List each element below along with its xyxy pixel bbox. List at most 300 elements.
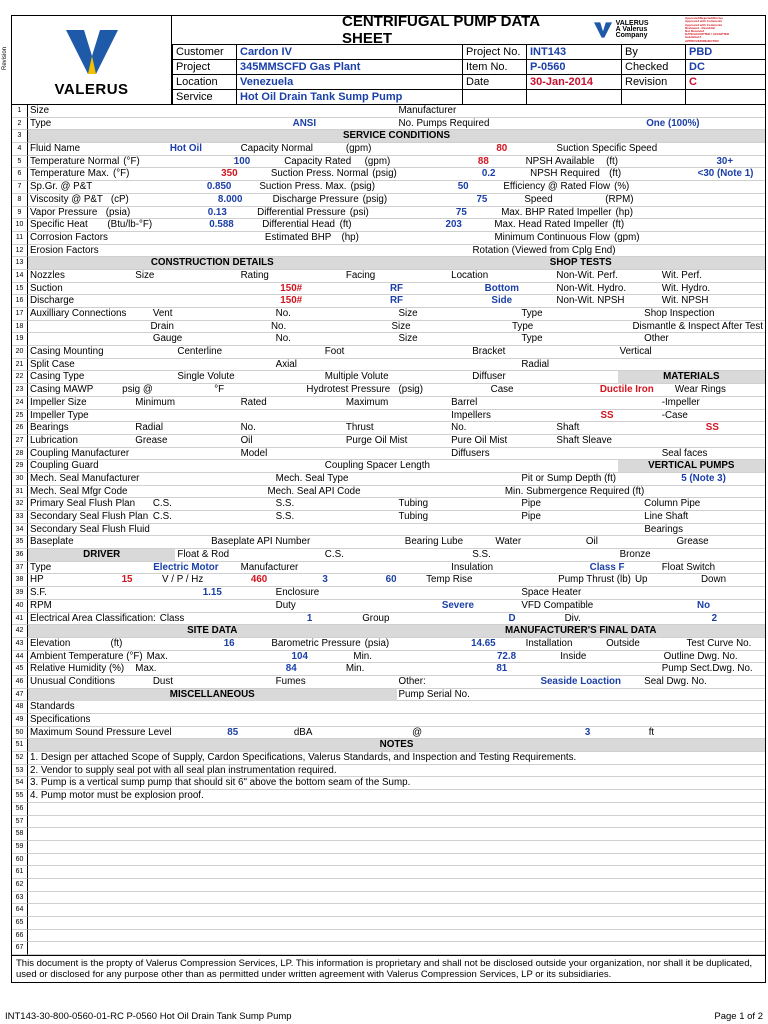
field: Suction Specific Speed (556, 143, 658, 155)
header-label: By (621, 44, 685, 59)
field (689, 207, 765, 219)
field (660, 143, 765, 155)
header-value: PBD (685, 44, 765, 59)
field: (RPM) (605, 193, 634, 205)
field: Size (30, 105, 50, 116)
field: Baseplate API Number (211, 536, 311, 548)
field: Split Case (30, 358, 75, 370)
field: Wit. Hydro. (661, 282, 711, 294)
field: (psig) (350, 181, 375, 193)
field: Grease (135, 434, 168, 446)
row-number: 51 (12, 739, 28, 752)
field: 5 (Note 3) (681, 472, 726, 484)
field: Max. (146, 650, 168, 662)
field: Pump Sect.Dwg. No. (661, 663, 753, 675)
row-r44 (28, 651, 765, 664)
field: Shaft Sleave (556, 434, 612, 446)
field (133, 448, 238, 460)
field: No (697, 599, 711, 611)
field: 150# (280, 295, 303, 307)
note-row (28, 854, 765, 867)
row-number: 36 (12, 549, 28, 562)
row-number: 63 (12, 892, 28, 905)
field: Outside (606, 637, 640, 649)
row-number: 11 (12, 232, 28, 245)
row-r10 (28, 219, 765, 232)
field (642, 587, 765, 599)
field (344, 410, 449, 422)
field (688, 219, 765, 231)
field: Wit. NPSH (661, 295, 709, 307)
row-number: 55 (12, 790, 28, 803)
field (133, 295, 238, 307)
field: RPM (30, 599, 52, 611)
header-value (685, 89, 765, 104)
field: CONSTRUCTION DETAILS (28, 257, 397, 269)
field (28, 930, 765, 942)
stamp-lines: Approved/Rejected/Revise Approved with Comments Approved with Comments Reviewed - Resubmit Not Received DATE/ACCEPTED / ACCEPTED Submittal # APPROVED/REJECTED (685, 16, 730, 43)
field (689, 181, 765, 193)
field: 460 (250, 574, 268, 586)
field: Capacity Normal (240, 143, 313, 155)
field: Radial (521, 358, 550, 370)
header-value: 345MMSCFD Gas Plant (236, 59, 462, 74)
field (28, 892, 765, 904)
field: 1. Design per attached Scope of Supply, Cardon Specifications, Valerus Standards, and Inspection and Testing Requirements. (30, 752, 577, 764)
field: Coupling Guard (30, 460, 99, 472)
field: 2 (711, 612, 718, 624)
row-number: 43 (12, 638, 28, 651)
field: Lubrication (30, 434, 78, 446)
field: VERTICAL PUMPS (618, 460, 765, 472)
row-number: 50 (12, 727, 28, 740)
row-number: 8 (12, 194, 28, 207)
field (212, 105, 396, 117)
field: Elevation (30, 637, 71, 649)
field: Secondary Seal Flush Plan (30, 511, 149, 522)
field: Hot Oil (169, 143, 202, 155)
field: (Btu/lb-°F) (107, 219, 153, 231)
field (28, 866, 765, 878)
row-number: 4 (12, 143, 28, 156)
row-number: 18 (12, 321, 28, 334)
field (28, 321, 148, 333)
field: Type (30, 117, 52, 129)
row-number: 57 (12, 816, 28, 829)
field: Seal faces (661, 447, 708, 459)
field: °F (214, 384, 225, 396)
row-r11 (28, 232, 765, 245)
field: (psia) (364, 637, 390, 649)
field: Standards (30, 701, 75, 713)
row-r41 (28, 613, 765, 626)
field (397, 587, 520, 599)
field: MANUFACTURER'S FINAL DATA (397, 625, 766, 637)
row-number: 53 (12, 765, 28, 778)
header-value: Venezuela (236, 74, 462, 89)
field: Maximum (345, 396, 389, 408)
field: Mech. Seal Type (275, 472, 349, 484)
row-number: 52 (12, 752, 28, 765)
field (274, 524, 397, 536)
field (152, 524, 275, 536)
note-row (28, 816, 765, 829)
field: Minimum (135, 396, 176, 408)
field: Estimated BHP (264, 231, 332, 243)
field: Barometric Pressure (271, 637, 361, 649)
note-row (28, 777, 765, 790)
field: Thrust (345, 422, 374, 434)
field: Relative Humidity (%) (30, 663, 125, 675)
row-number: 59 (12, 841, 28, 854)
row-r7 (28, 181, 765, 194)
field (397, 245, 471, 257)
field: 1 (306, 612, 313, 624)
field: Single Volute (177, 371, 235, 383)
field: Severe (441, 599, 474, 611)
note-row (28, 765, 765, 778)
field: Differential Pressure (257, 206, 346, 218)
field (28, 333, 151, 345)
field: Installation (525, 637, 573, 649)
field: Unusual Conditions (30, 675, 115, 687)
header-value: P-0560 (526, 59, 621, 74)
row-r1 (28, 105, 765, 118)
field: (cP) (110, 193, 129, 205)
field: DRIVER (28, 549, 175, 561)
row-number: 3 (12, 130, 28, 143)
row-number: 62 (12, 879, 28, 892)
row-number: 34 (12, 524, 28, 537)
header-label: Location (172, 74, 236, 89)
field: Duty (275, 599, 296, 611)
field: Test Curve No. (686, 637, 752, 649)
field: Enclosure (275, 587, 320, 599)
row-r5 (28, 156, 765, 169)
field: Specific Heat (30, 219, 88, 231)
row-r4 (28, 143, 765, 156)
field: Oil (585, 536, 598, 548)
field: Min. (353, 650, 372, 662)
field: Suction (30, 282, 63, 294)
row-r22 (28, 371, 765, 384)
field: Wear Rings (674, 384, 726, 396)
field: NPSH Available (525, 155, 595, 167)
field: ft (648, 726, 655, 738)
header-label: Project (172, 59, 236, 74)
row-number: 7 (12, 181, 28, 194)
field: (gpm) (364, 155, 391, 167)
field: Bearing Lube (404, 536, 464, 548)
field: Manufacturer (240, 561, 299, 573)
field: Capacity Rated (284, 155, 352, 167)
page-footer (5, 1011, 763, 1022)
field: 0.588 (209, 219, 234, 231)
row-number: 38 (12, 574, 28, 587)
field: Pump Serial No. (398, 688, 470, 700)
field: Casing Type (30, 371, 85, 383)
field: Model (240, 447, 268, 459)
row-number: 30 (12, 473, 28, 486)
field: Speed (524, 193, 553, 205)
field: Differential Head (262, 219, 335, 231)
field: NPSH Required (530, 168, 600, 180)
field: No. Pumps Required (398, 117, 490, 129)
row-r14 (28, 270, 765, 283)
field: ANSI (292, 117, 317, 129)
field: Rating (240, 269, 269, 281)
header-label: Revision (621, 74, 685, 89)
field: Dust (152, 675, 173, 687)
field: (°F) (123, 155, 140, 167)
field: Float Switch (661, 561, 716, 573)
field (323, 245, 397, 257)
field: Vapor Pressure (30, 206, 98, 218)
field: Rotation (Viewed from Cplg End) (472, 244, 616, 256)
field: Viscosity @ P&T (30, 193, 103, 205)
row-number: 28 (12, 448, 28, 461)
row-number: 41 (12, 613, 28, 626)
field (28, 904, 765, 916)
row-r29 (28, 460, 765, 473)
field: C.S. (152, 498, 172, 510)
row-number: 1 (12, 105, 28, 118)
field: NOTES (28, 739, 765, 751)
field: Rated (240, 396, 267, 408)
field (470, 460, 617, 472)
field: Non-Wit. Perf. (556, 269, 618, 281)
row-number: 26 (12, 422, 28, 435)
field: 4. Pump motor must be explosion proof. (30, 790, 204, 802)
field: Side (491, 295, 513, 307)
field: (ft) (606, 155, 619, 167)
field: Other: (398, 675, 426, 687)
field: Pipe (521, 511, 541, 522)
field: Nozzles (30, 269, 65, 281)
row-r37 (28, 562, 765, 575)
field: 104 (291, 650, 308, 662)
field: RF (389, 295, 404, 307)
field (175, 245, 249, 257)
row-number: 24 (12, 397, 28, 410)
row-r46 (28, 676, 765, 689)
field: Mech. Seal Manufacturer (30, 472, 140, 484)
row-number: 44 (12, 651, 28, 664)
row-number: 32 (12, 498, 28, 511)
field: Type (521, 333, 543, 345)
field: (ft) (612, 219, 625, 231)
field: (ft) (339, 219, 352, 231)
field: Electric Motor (153, 561, 219, 573)
field: S.S. (275, 498, 295, 510)
field: Grease (676, 536, 709, 548)
row-number: 35 (12, 536, 28, 549)
row-number: 29 (12, 460, 28, 473)
row-number: 58 (12, 828, 28, 841)
row-number: 20 (12, 346, 28, 359)
field: Mech. Seal Mfgr Code (30, 485, 128, 497)
row-number: 54 (12, 777, 28, 790)
field (554, 448, 659, 460)
field: Casing Mounting (30, 346, 104, 358)
field (344, 562, 449, 574)
row-r6 (28, 168, 765, 181)
field (133, 410, 238, 422)
field: Purge Oil Mist (345, 434, 408, 446)
valerus-v-icon (66, 30, 118, 74)
field: 80 (496, 143, 508, 155)
sheet-header (12, 13, 765, 105)
field: Fumes (275, 675, 306, 687)
field: Outline Dwg. No. (663, 650, 738, 662)
field: Bottom (484, 282, 519, 294)
header-label (621, 89, 685, 104)
field (554, 397, 659, 409)
stamp-sub: A Valerus Company (615, 26, 648, 39)
row-r49 (28, 714, 765, 727)
field: psig @ (122, 384, 153, 396)
field: Size (391, 320, 411, 332)
field: (%) (614, 181, 630, 193)
note-row (28, 866, 765, 879)
header-fields (172, 44, 765, 104)
row-r33 (28, 511, 765, 524)
row-number: 45 (12, 663, 28, 676)
row-number: 37 (12, 562, 28, 575)
field: dBA (293, 726, 313, 738)
note-row (28, 904, 765, 917)
field: (gpm) (613, 231, 640, 243)
field: No. (240, 422, 256, 434)
field (102, 245, 176, 257)
field: Min. Submergence Required (ft) (504, 485, 645, 497)
field: Discharge (30, 295, 75, 307)
field: Efficiency @ Rated Flow (503, 181, 611, 193)
field: Min. (345, 663, 365, 675)
logo-wordmark: VALERUS (54, 81, 129, 98)
row-r16 (28, 295, 765, 308)
field: (hp) (615, 206, 633, 218)
field (151, 473, 274, 485)
field: Drain (150, 320, 174, 332)
row-number: 14 (12, 270, 28, 283)
field: -Case (661, 409, 688, 421)
row-number: 47 (12, 689, 28, 702)
row-number: 12 (12, 245, 28, 258)
row-r48 (28, 701, 765, 714)
field (110, 232, 187, 244)
row-number: 67 (12, 942, 28, 955)
field: Column Pipe (644, 498, 701, 510)
row-r50 (28, 727, 765, 740)
row-number: 19 (12, 333, 28, 346)
field (239, 410, 344, 422)
revision-tag: Revision (2, 46, 8, 70)
field: Bracket (472, 346, 506, 358)
field: Temperature Normal (30, 155, 120, 167)
field: Baseplate (30, 536, 74, 548)
field: Erosion Factors (30, 244, 99, 256)
field: Hydrotest Pressure (306, 384, 391, 396)
field: Multiple Volute (324, 371, 389, 383)
field: 88 (477, 155, 489, 167)
field: Class F (589, 561, 625, 573)
row-r38 (28, 574, 765, 587)
field: Specifications (30, 714, 91, 725)
row-number: 10 (12, 219, 28, 232)
field: Pipe (521, 498, 541, 510)
field: Radial (135, 422, 164, 434)
field: Non-Wit. Hydro. (556, 282, 627, 294)
field (28, 803, 765, 815)
field (312, 536, 403, 548)
field: 150# (280, 282, 303, 294)
field: Size (398, 308, 418, 319)
row-number: 48 (12, 701, 28, 714)
field (581, 105, 765, 117)
field (186, 232, 263, 244)
header-label (462, 89, 526, 104)
field (151, 600, 274, 612)
field: 60 (385, 574, 397, 586)
field: Vent (152, 308, 173, 319)
header-label: Checked (621, 59, 685, 74)
field (618, 245, 692, 257)
row-r51 (28, 739, 765, 752)
field: Non-Wit. NPSH (556, 295, 625, 307)
field (28, 841, 765, 853)
field: Suction Press. Normal (270, 168, 369, 180)
row-r47 (28, 689, 765, 702)
field: Type (521, 308, 543, 319)
field: Oil (240, 434, 253, 446)
field: 3 (584, 726, 591, 738)
field: Coupling Spacer Length (324, 460, 430, 472)
field: Axial (275, 358, 297, 370)
field: 3 (322, 574, 328, 586)
row-r15 (28, 283, 765, 296)
field: Other (644, 333, 669, 345)
field (147, 486, 266, 498)
field (397, 473, 520, 485)
field: (gpm) (345, 143, 372, 155)
field: Secondary Seal Flush Fluid (30, 523, 150, 535)
row-r35 (28, 536, 765, 549)
row-number: 27 (12, 435, 28, 448)
field: No. (270, 320, 287, 332)
note-row (28, 828, 765, 841)
row-r19 (28, 333, 765, 346)
data-sheet (11, 15, 766, 983)
field: Bearings (30, 422, 69, 434)
field: HP (30, 574, 44, 586)
row-r36 (28, 549, 765, 562)
header-value: 30-Jan-2014 (526, 74, 621, 89)
sheet-rows (12, 105, 765, 955)
field: 85 (227, 726, 239, 738)
field: Diffuser (472, 371, 506, 383)
field: Class (159, 612, 185, 624)
row-number: 66 (12, 930, 28, 943)
row-r27 (28, 435, 765, 448)
note-row (28, 942, 765, 955)
field: Suction Press. Max. (259, 181, 347, 193)
field: Diffusers (451, 447, 490, 459)
row-r39 (28, 587, 765, 600)
field: Temp Rise (426, 574, 473, 586)
row-number: 40 (12, 600, 28, 613)
field: MISCELLANEOUS (28, 689, 397, 701)
